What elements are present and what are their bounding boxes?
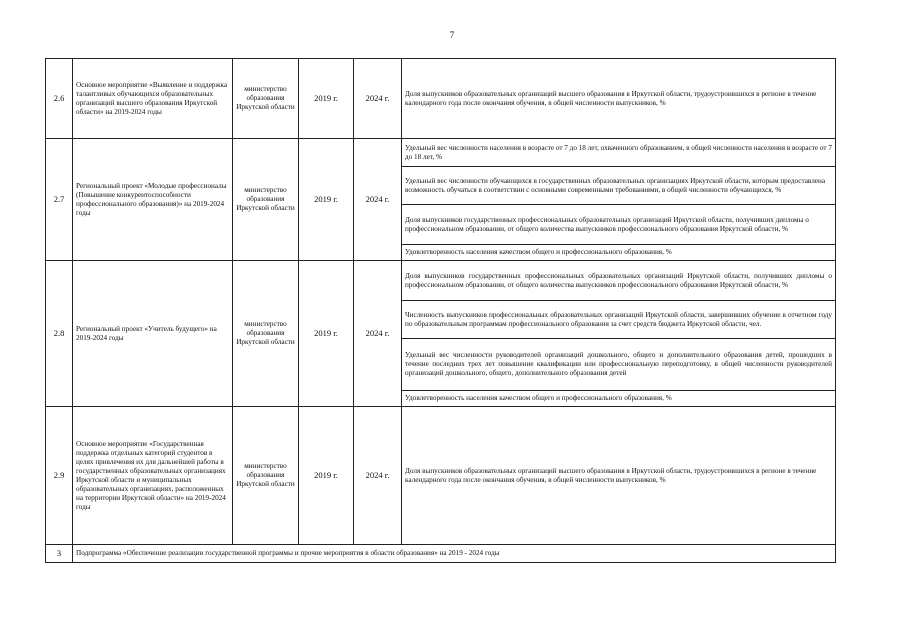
program-table-container — [45, 58, 836, 563]
start-year: 2019 г. — [299, 261, 354, 407]
indicator: Доля выпускников образовательных организаций высшего образования в Иркутской области, трудоустроившихся в регионе в течение календарного года после окончания обучения, в общей численности выпускников, % — [402, 59, 836, 139]
table-row — [46, 59, 836, 139]
table-row — [46, 407, 836, 545]
indicator: Удовлетворенность населения качеством общего и профессионального образования, % — [402, 245, 836, 261]
row-number: 2.8 — [46, 261, 73, 407]
end-year: 2024 г. — [354, 59, 402, 139]
end-year: 2024 г. — [354, 139, 402, 261]
row-number: 2.7 — [46, 139, 73, 261]
event-name: Основное мероприятие «Выявление и поддержка талантливых обучающихся образовательных организаций высшего образования Иркутской области» на 2019-2024 годы — [73, 59, 233, 139]
subprogram-number: 3 — [46, 545, 73, 563]
indicator: Доля выпускников государственных профессиональных образовательных организаций Иркутской области, получивших дипломы о профессиональном образовании, от общего количества выпускников профессионального образования Иркутской области, % — [402, 205, 836, 245]
program-table — [45, 58, 836, 563]
table-row — [46, 139, 836, 167]
indicator: Доля выпускников образовательных организаций высшего образования в Иркутской области, трудоустроившихся в регионе в течение календарного года после окончания обучения, в общей численности выпускников, % — [402, 407, 836, 545]
row-number: 2.6 — [46, 59, 73, 139]
subprogram-title: Подпрограмма «Обеспечение реализации государственной программы и прочие мероприятия в области образования» на 2019 - 2024 годы — [73, 545, 836, 563]
start-year: 2019 г. — [299, 407, 354, 545]
indicator: Доля выпускников государственных профессиональных образовательных организаций Иркутской области, получивших дипломы о профессиональном образовании, от общего количества выпускников профессионального образования Иркутской области, % — [402, 261, 836, 301]
executor: министерство образования Иркутской области — [233, 59, 299, 139]
indicator: Удельный вес численности населения в возрасте от 7 до 18 лет, охваченного образованием, в общей численности населения в возрасте от 7 до 18 лет, % — [402, 139, 836, 167]
executor: министерство образования Иркутской области — [233, 139, 299, 261]
indicator: Удовлетворенность населения качеством общего и профессионального образования, % — [402, 391, 836, 407]
executor: министерство образования Иркутской области — [233, 407, 299, 545]
table-row — [46, 261, 836, 301]
row-number: 2.9 — [46, 407, 73, 545]
event-name: Основное мероприятие «Государственная поддержка отдельных категорий студентов в целях привлечения их для дальнейшей работы в государственных образовательных организациях Иркутской области и муниципальных образовательных организациях, расположенных на территории Иркутской области» на 2019-2024 годы — [73, 407, 233, 545]
executor: министерство образования Иркутской области — [233, 261, 299, 407]
page-number: 7 — [449, 30, 455, 40]
indicator: Численность выпускников профессиональных образовательных организаций Иркутской области, завершивших обучение в отчетном году по образовательным программам профессионального образования за счет средств бюджета Иркутской области, чел. — [402, 301, 836, 339]
event-name: Региональный проект «Молодые профессионалы (Повышение конкурентоспособности профессионального образования)» на 2019-2024 годы — [73, 139, 233, 261]
start-year: 2019 г. — [299, 139, 354, 261]
start-year: 2019 г. — [299, 59, 354, 139]
end-year: 2024 г. — [354, 261, 402, 407]
indicator: Удельный вес численности руководителей организаций дошкольного, общего и дополнительного образования детей, прошедших в течение последних трех лет повышение квалификации или профессиональную переподготовку, в общей численности руководителей организаций дошкольного, общего, дополнительного образования детей — [402, 339, 836, 391]
end-year: 2024 г. — [354, 407, 402, 545]
subprogram-row — [46, 545, 836, 563]
indicator: Удельный вес численности обучающихся в государственных образовательных организациях Иркутской области, которым предоставлена возможность обучаться в соответствии с основными современными требованиями, в общей численности обучающихся, % — [402, 167, 836, 205]
event-name: Региональный проект «Учитель будущего» на 2019-2024 годы — [73, 261, 233, 407]
